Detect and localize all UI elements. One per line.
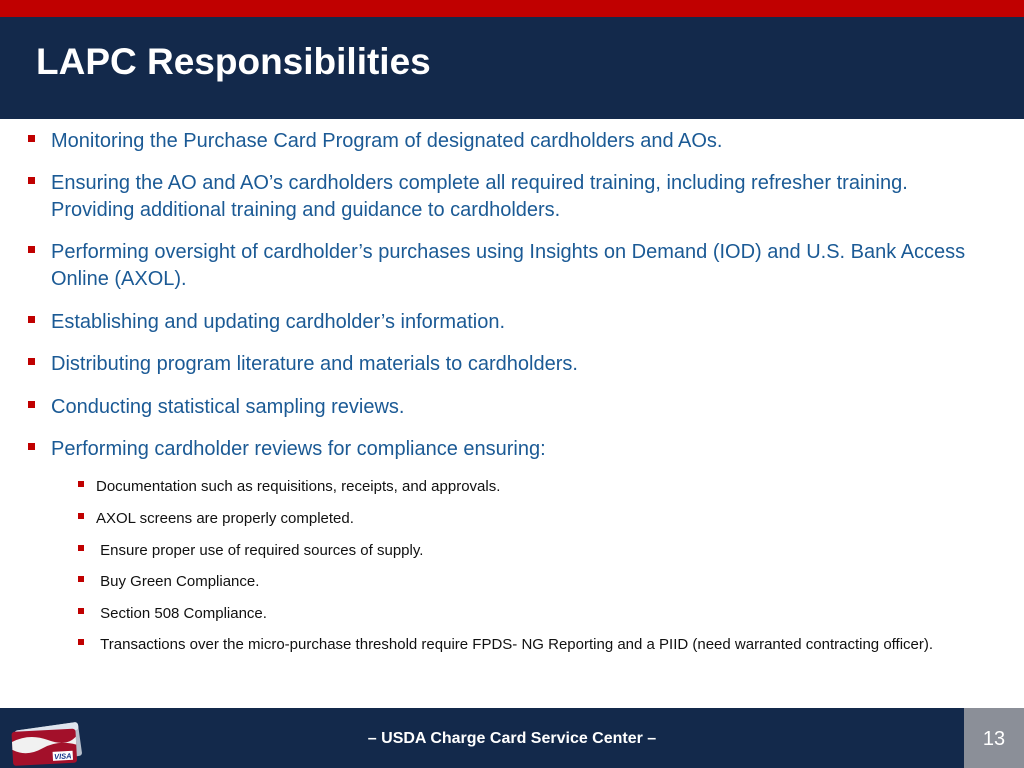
square-bullet-icon bbox=[28, 246, 35, 253]
square-bullet-icon bbox=[28, 316, 35, 323]
bullet-text: Performing oversight of cardholder’s purchases using Insights on Demand (IOD) and U.S. Bank Access Online (AXOL). bbox=[51, 241, 966, 290]
bullet-text: Distributing program literature and materials to cardholders. bbox=[51, 353, 578, 375]
footer-bar bbox=[0, 708, 1024, 768]
page-number: 13 bbox=[982, 728, 1006, 750]
square-bullet-icon bbox=[78, 481, 84, 487]
square-bullet-icon bbox=[28, 443, 35, 450]
square-bullet-icon bbox=[78, 639, 84, 645]
page-number-box bbox=[964, 708, 1024, 768]
square-bullet-icon bbox=[78, 513, 84, 519]
footer-title: – USDA Charge Card Service Center – bbox=[367, 730, 657, 747]
bullet-text: Monitoring the Purchase Card Program of designated cardholders and AOs. bbox=[51, 130, 723, 152]
bullet-text: Establishing and updating cardholder’s information. bbox=[51, 311, 505, 333]
square-bullet-icon bbox=[78, 576, 84, 582]
visa-label: VISA bbox=[53, 751, 72, 762]
sub-bullet-text: AXOL screens are properly completed. bbox=[96, 510, 354, 527]
slide-title: LAPC Responsibilities bbox=[36, 41, 431, 82]
square-bullet-icon bbox=[28, 401, 35, 408]
sub-bullet-text: Buy Green Compliance. bbox=[96, 573, 260, 590]
sub-bullet-text: Ensure proper use of required sources of supply. bbox=[96, 542, 424, 559]
top-accent-strip bbox=[0, 0, 1024, 17]
sub-bullet-text: Section 508 Compliance. bbox=[96, 605, 267, 622]
square-bullet-icon bbox=[28, 177, 35, 184]
bullet-text: Ensuring the AO and AO’s cardholders complete all required training, including refresher training. Providing additional training and guidance to cardholders. bbox=[51, 172, 908, 221]
square-bullet-icon bbox=[78, 608, 84, 614]
square-bullet-icon bbox=[28, 135, 35, 142]
square-bullet-icon bbox=[28, 358, 35, 365]
bullet-text: Performing cardholder reviews for compliance ensuring: bbox=[51, 438, 546, 460]
sub-bullet-text: Documentation such as requisitions, receipts, and approvals. bbox=[96, 478, 501, 495]
bullet-text: Conducting statistical sampling reviews. bbox=[51, 396, 405, 418]
sub-bullet-text: Transactions over the micro-purchase threshold require FPDS- NG Reporting and a PIID (need warranted contracting officer). bbox=[96, 636, 934, 653]
square-bullet-icon bbox=[78, 545, 84, 551]
